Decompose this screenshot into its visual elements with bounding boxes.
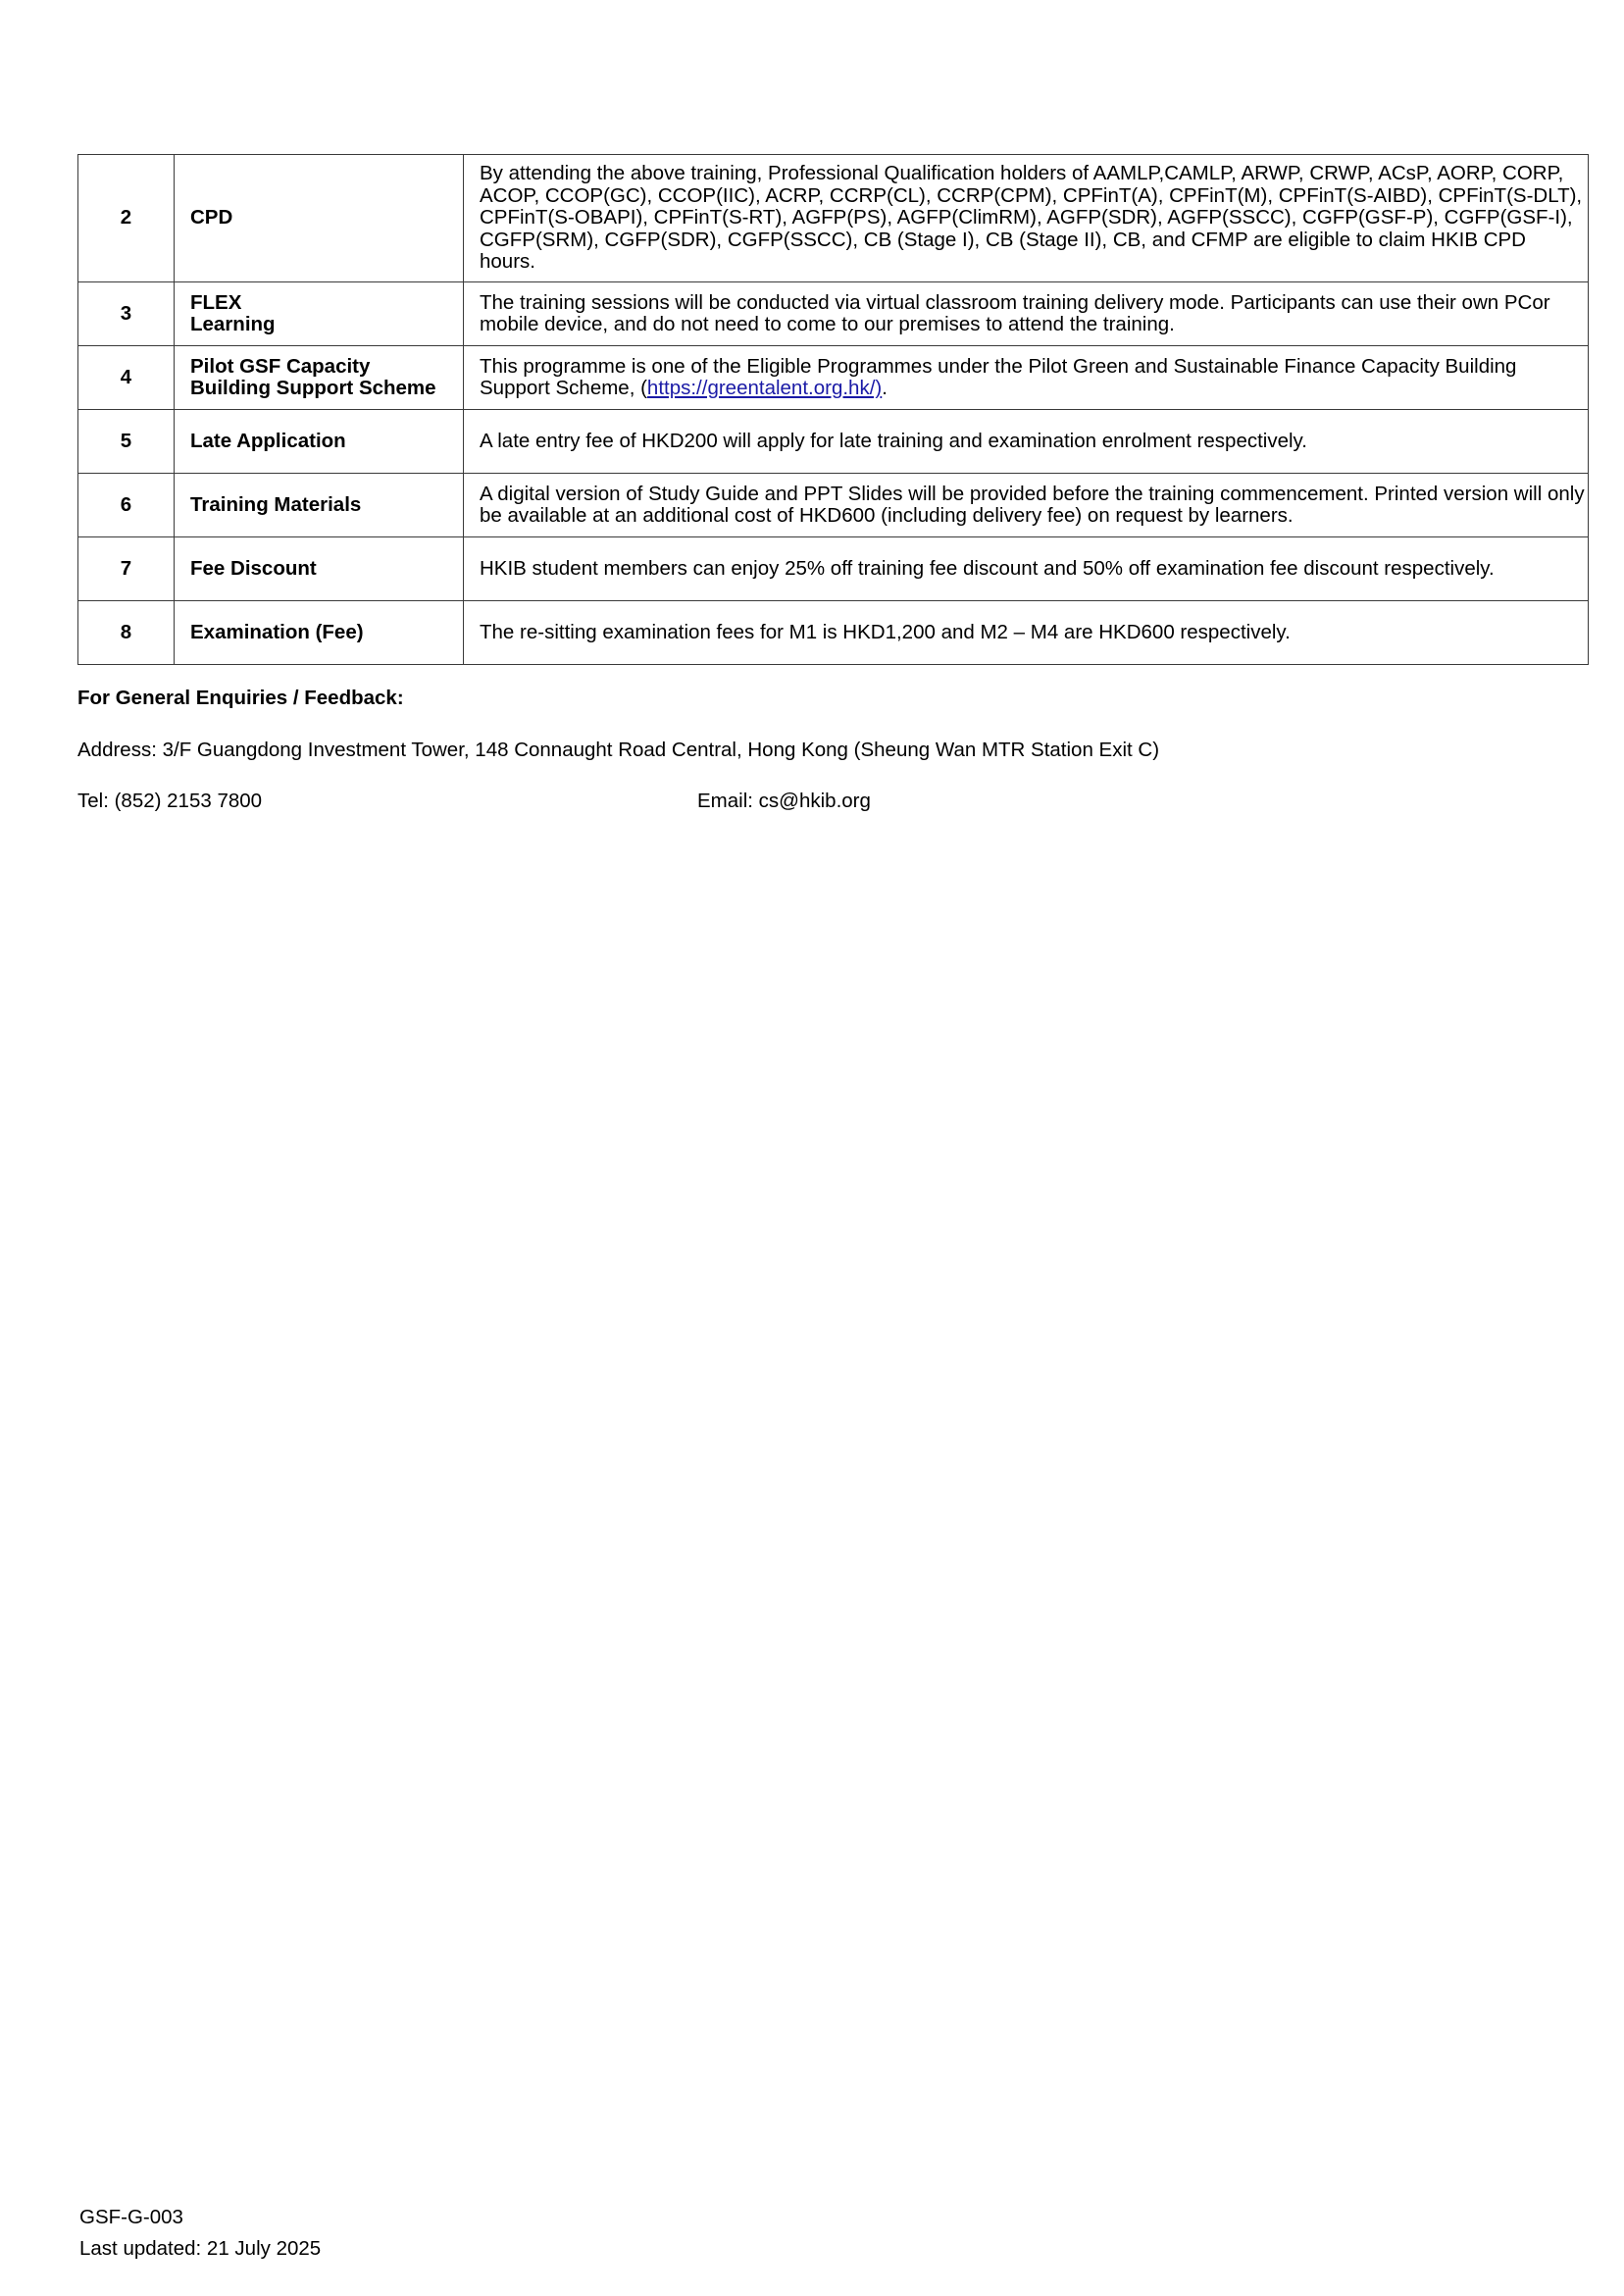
table-row — [78, 155, 1589, 282]
description-text: The training sessions will be conducted via virtual classroom training delivery mode. Participants can use their own PCor mobile device, and do not need to come to our premises to attend the training. — [480, 290, 1550, 335]
description-text-after: . — [882, 377, 888, 399]
description-text: By attending the above training, Professional Qualification holders of AAMLP,CAMLP, ARWP, CRWP, ACsP, AORP, CORP, ACOP, CCOP(GC), CCOP(IIC), ACRP, CCRP(CL), CCRP(CPM), CPFinT(A), CPFinT(M), CPFinT(S-AIBD), CPFinT(S-DLT), CPFinT(S-OBAPI), CPFinT(S-RT), AGFP(PS), AGFP(ClimRM), AGFP(SDR), AGFP(SSCC), CGFP(GSF-P), CGFP(GSF-I), CGFP(SRM), CGFP(SDR), CGFP(SSCC), CB (Stage I), CB (Stage II), CB, and CFMP are eligible to claim HKIB CPD hours. — [480, 162, 1583, 274]
row-description — [464, 346, 1589, 410]
description-text: HKIB student members can enjoy 25% off training fee discount and 50% off examination fee discount respectively. — [480, 556, 1495, 580]
row-number: 6 — [78, 474, 175, 537]
item-label: Training Materials — [190, 492, 362, 516]
item-label: FLEX — [190, 290, 242, 314]
item-label: CPD — [190, 206, 233, 230]
row-description — [464, 474, 1589, 537]
table-row — [78, 282, 1589, 346]
item-label: Fee Discount — [190, 556, 317, 580]
row-item — [175, 601, 464, 665]
table-row — [78, 537, 1589, 601]
table-row — [78, 601, 1589, 665]
row-number: 4 — [78, 346, 175, 410]
description-text — [480, 355, 1516, 400]
item-label: Examination (Fee) — [190, 620, 364, 643]
row-description — [464, 410, 1589, 474]
item-label: Pilot GSF Capacity — [190, 354, 371, 378]
contact-tel: Tel: (852) 2153 7800 — [77, 790, 263, 812]
row-description — [464, 601, 1589, 665]
contact-email: Email: cs@hkib.org — [697, 790, 871, 812]
description-text: A late entry fee of HKD200 will apply for late training and examination enrolment respectively. — [480, 429, 1307, 452]
row-description — [464, 537, 1589, 601]
row-item — [175, 155, 464, 282]
row-description — [464, 155, 1589, 282]
row-number: 2 — [78, 155, 175, 282]
item-label: Late Application — [190, 429, 346, 452]
row-item — [175, 282, 464, 346]
item-label: Building Support Scheme — [190, 377, 436, 399]
row-item — [175, 537, 464, 601]
item-label: Learning — [190, 313, 276, 335]
table-row — [78, 346, 1589, 410]
greentalent-link[interactable]: https://greentalent.org.hk/) — [646, 377, 883, 399]
row-number: 5 — [78, 410, 175, 474]
row-number: 3 — [78, 282, 175, 346]
row-item — [175, 474, 464, 537]
row-item — [175, 410, 464, 474]
table-row — [78, 474, 1589, 537]
document-code: GSF-G-003 — [79, 2206, 183, 2228]
description-text-before: This programme is one of the Eligible Programmes under the Pilot Green and Sustainable Finance Capacity Building Support Scheme, ( — [480, 354, 1517, 399]
row-number: 8 — [78, 601, 175, 665]
description-text: A digital version of Study Guide and PPT Slides will be provided before the training commencement. Printed version will only be available at an additional cost of HKD600 (including delivery fee) on request by learners. — [480, 482, 1585, 527]
contact-address: Address: 3/F Guangdong Investment Tower, 148 Connaught Road Central, Hong Kong (Sheung Wan MTR Station Exit C) — [77, 739, 1160, 761]
description-text: The re-sitting examination fees for M1 is HKD1,200 and M2 – M4 are HKD600 respectively. — [480, 620, 1291, 643]
row-number: 7 — [78, 537, 175, 601]
row-description — [464, 282, 1589, 346]
row-item — [175, 346, 464, 410]
table-row — [78, 410, 1589, 474]
enquiries-heading: For General Enquiries / Feedback: — [77, 687, 404, 709]
last-updated: Last updated: 21 July 2025 — [79, 2237, 322, 2260]
notes-table — [77, 154, 1589, 665]
